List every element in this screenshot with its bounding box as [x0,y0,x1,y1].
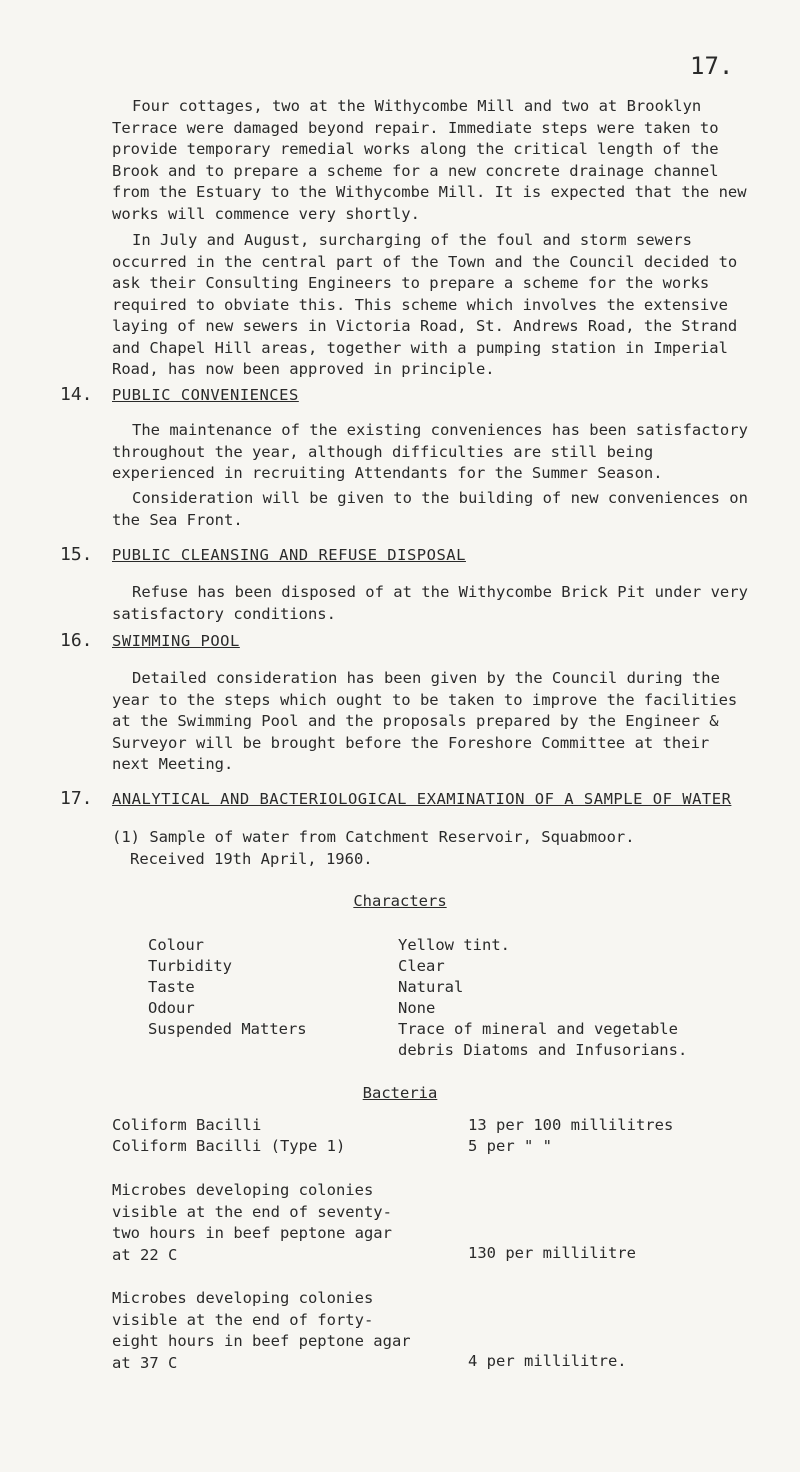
sample-line: Received 19th April, 1960. [130,850,373,868]
page-number: 17. [690,52,734,80]
paragraph-cottages: Four cottages, two at the Withycombe Mill and two at Brooklyn Terrace were damaged beyond repair. Immediate steps were taken to provide temporary remedial works along the critical length of the Brook and to prepare a scheme for a new concrete drainage channel from the Estuary to the Withycombe Mill. It is expected that the new works will commence very shortly. [112,97,747,223]
section-paragraph: Consideration will be given to the building of new conveniences on the Sea Front. [112,489,748,529]
section-number: 17. [60,788,93,809]
section-heading: SWIMMING POOL [112,632,240,650]
char-label: Taste [148,978,195,996]
section-heading: PUBLIC CONVENIENCES [112,386,299,404]
char-label: Turbidity [148,957,232,975]
characters-heading: Characters [353,892,447,910]
section-paragraph: The maintenance of the existing conveniences has been satisfactory throughout the year, although difficulties are still being experienced in recruiting Attendants for the Summer Season. [112,421,748,482]
char-value: Natural [398,978,464,996]
bacteria-heading: Bacteria [362,1084,438,1102]
char-value: Trace of mineral and vegetable [398,1020,678,1038]
bact-label: Microbes developing colonies visible at the end of forty-eight hours in beef peptone agar at 37 C [112,1289,411,1372]
char-value: None [398,999,436,1017]
bact-value: 130 per millilitre [468,1244,636,1262]
section-paragraph: Refuse has been disposed of at the Withycombe Brick Pit under very satisfactory conditions. [112,583,748,623]
section-number: 14. [60,384,93,405]
char-value-continued: debris Diatoms and Infusorians. [398,1041,688,1059]
char-value: Yellow tint. [398,936,510,954]
bact-label: Coliform Bacilli [112,1116,262,1134]
char-label: Odour [148,999,195,1017]
paragraph-surcharging: In July and August, surcharging of the foul and storm sewers occurred in the central part of the Town and the Council decided to ask their Consulting Engineers to prepare a scheme for the works required to obviate this. This scheme which involves the extensive laying of new sewers in Victoria Road, St. Andrews Road, the Strand and Chapel Hill areas, together with a pumping station in Imperial Road, has now been approved in principle. [112,231,738,378]
section-heading: ANALYTICAL AND BACTERIOLOGICAL EXAMINATION OF A SAMPLE OF WATER [112,790,732,808]
bact-value: 4 per millilitre. [468,1352,627,1370]
bact-label: Microbes developing colonies visible at the end of seventy-two hours in beef peptone agar at 22 C [112,1181,392,1264]
char-label: Suspended Matters [148,1020,307,1038]
bact-value: 13 per 100 millilitres [468,1116,674,1134]
bact-label: Coliform Bacilli (Type 1) [112,1137,346,1155]
section-heading: PUBLIC CLEANSING AND REFUSE DISPOSAL [112,546,466,564]
char-label: Colour [148,936,204,954]
char-value: Clear [398,957,445,975]
section-paragraph: Detailed consideration has been given by the Council during the year to the steps which ought to be taken to improve the facilities at the Swimming Pool and the proposals prepared by the Engineer & Surveyor will be brought before the Foreshore Committee at their next Meeting. [112,669,738,773]
section-number: 15. [60,544,93,565]
sample-line: (1) Sample of water from Catchment Reservoir, Squabmoor. [112,828,635,846]
bact-value: 5 per " " [468,1137,552,1155]
section-number: 16. [60,630,93,651]
